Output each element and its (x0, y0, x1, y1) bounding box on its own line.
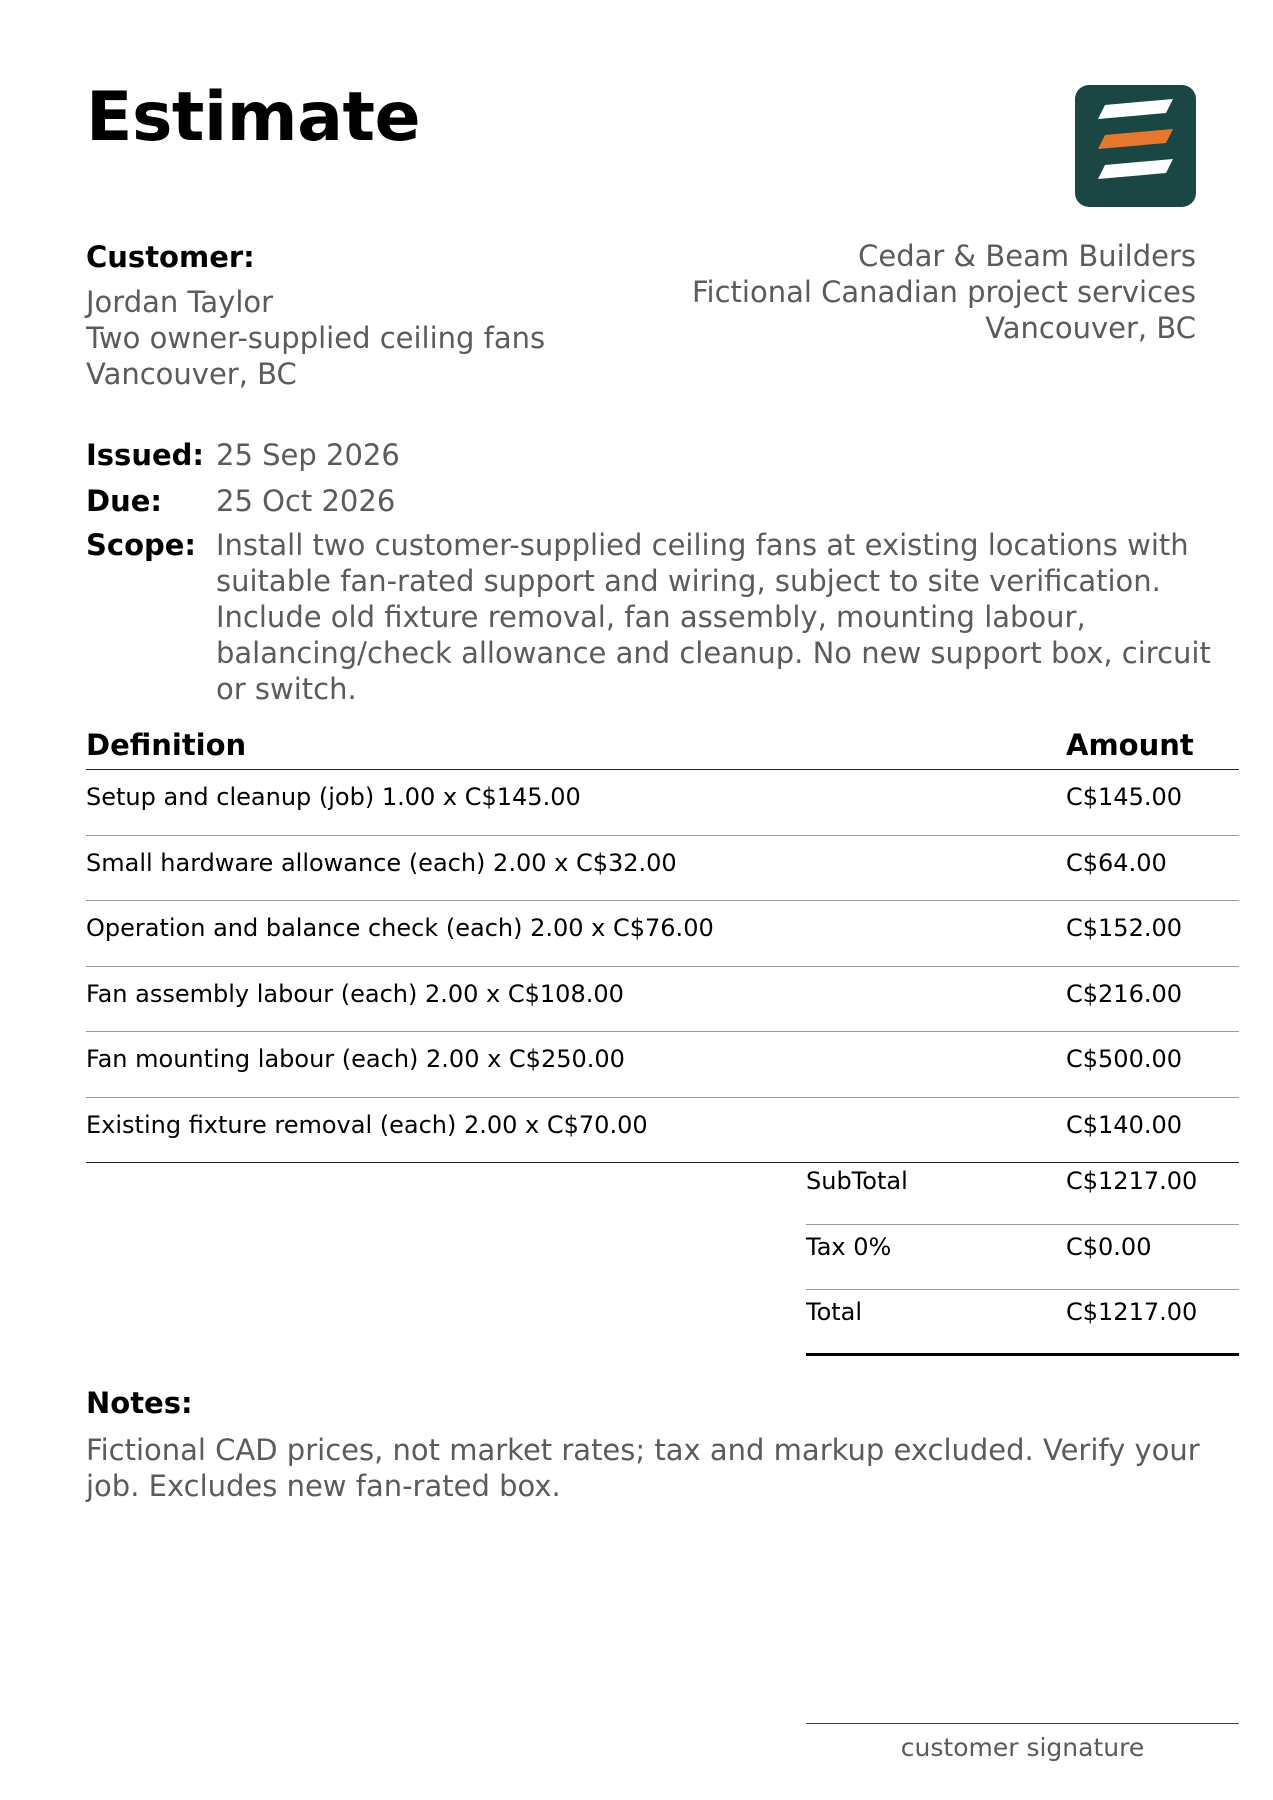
row-definition: Small hardware allowance (each) 2.00 x C$32.00 (86, 848, 677, 877)
row-definition: Operation and balance check (each) 2.00 x C$76.00 (86, 914, 714, 942)
row-amount: C$500.00 (1066, 1045, 1183, 1073)
table-row (86, 836, 1239, 902)
definition-column-header: Definition (86, 728, 247, 762)
signature-label: customer signature (900, 1733, 1145, 1762)
table-row (86, 1098, 1239, 1164)
notes-label: Notes: (86, 1386, 193, 1420)
row-amount: C$152.00 (1066, 914, 1183, 942)
subtotal-row (806, 1159, 1239, 1225)
notes-text: Fictional CAD prices, not market rates; tax and markup excluded. Verify your job. Excludes new fan-rated box. (86, 1433, 1200, 1503)
row-definition: Fan mounting labour (each) 2.00 x C$250.00 (86, 1045, 625, 1073)
totals-block (806, 1159, 1239, 1356)
company-block (496, 238, 1196, 346)
table-row (86, 770, 1239, 836)
row-definition: Fan assembly labour (each) 2.00 x C$108.00 (86, 979, 624, 1008)
amount-column-header: Amount (1066, 728, 1194, 762)
company-location: Vancouver, BC (985, 311, 1196, 345)
scope-text: Install two customer-supplied ceiling fans at existing locations with suitable fan-rated support and wiring, subject to site verification. Include old fixture removal, fan assembly, mounting labour, balancing/check allowance and cleanup. No new support box, circuit or switch. (216, 528, 1211, 706)
subtotal-label: SubTotal (806, 1167, 908, 1195)
customer-block (86, 284, 545, 392)
table-row (86, 1032, 1239, 1098)
customer-name: Jordan Taylor (86, 285, 274, 319)
customer-location: Vancouver, BC (86, 357, 297, 391)
customer-label: Customer: (86, 240, 255, 274)
scope-label: Scope: (86, 528, 197, 562)
row-amount: C$140.00 (1066, 1110, 1183, 1139)
due-label: Due: (86, 484, 162, 518)
tax-label: Tax 0% (806, 1232, 892, 1261)
due-date: 25 Oct 2026 (216, 484, 396, 518)
line-items-table (86, 724, 1239, 1163)
stacked-beams-logo-icon (1075, 85, 1196, 207)
tax-value: C$0.00 (1066, 1232, 1152, 1261)
row-amount: C$64.00 (1066, 848, 1167, 877)
row-definition: Setup and cleanup (job) 1.00 x C$145.00 (86, 783, 581, 811)
row-definition: Existing fixture removal (each) 2.00 x C$70.00 (86, 1110, 648, 1139)
total-value: C$1217.00 (1066, 1298, 1198, 1326)
company-name: Cedar & Beam Builders (858, 239, 1196, 273)
document-title: Estimate (86, 78, 421, 157)
table-header (86, 724, 1239, 770)
row-amount: C$216.00 (1066, 979, 1183, 1008)
total-label: Total (806, 1298, 863, 1326)
issued-date: 25 Sep 2026 (216, 438, 400, 472)
issued-label: Issued: (86, 438, 204, 472)
signature-line (806, 1723, 1239, 1724)
row-amount: C$145.00 (1066, 783, 1183, 811)
table-row (86, 967, 1239, 1033)
table-row (86, 901, 1239, 967)
subtotal-value: C$1217.00 (1066, 1167, 1198, 1195)
company-tagline: Fictional Canadian project services (691, 275, 1196, 309)
total-row (806, 1290, 1239, 1356)
tax-row (806, 1225, 1239, 1291)
customer-project: Two owner-supplied ceiling fans (86, 321, 546, 355)
